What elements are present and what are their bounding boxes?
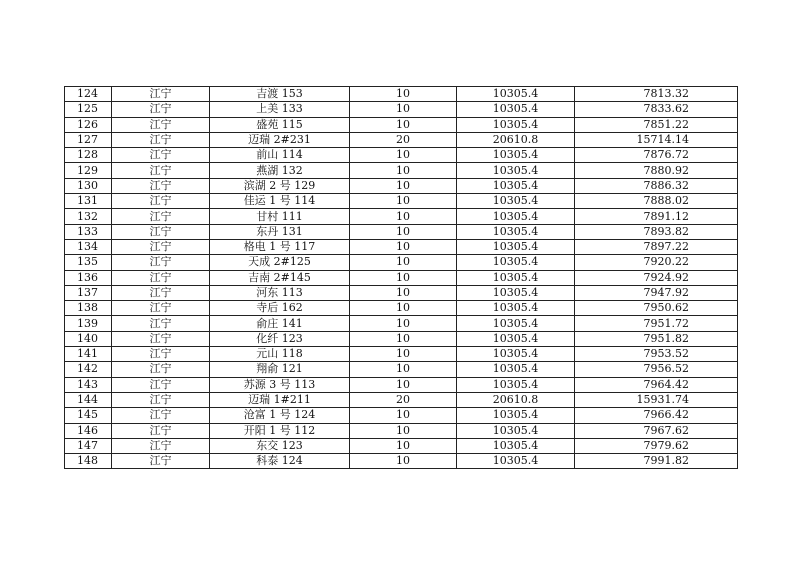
amount-cell: 7956.52 xyxy=(575,362,738,377)
price-cell: 20610.8 xyxy=(457,132,575,147)
row-number-cell: 133 xyxy=(65,224,112,239)
quantity-cell: 10 xyxy=(350,454,457,469)
station-line-cell: 燕湖 132 xyxy=(210,163,350,178)
quantity-cell: 10 xyxy=(350,331,457,346)
table-row xyxy=(65,178,738,193)
quantity-cell: 10 xyxy=(350,377,457,392)
table-row xyxy=(65,423,738,438)
amount-cell: 7979.62 xyxy=(575,438,738,453)
amount-cell: 7964.42 xyxy=(575,377,738,392)
station-line-cell: 格电 1 号 117 xyxy=(210,239,350,254)
district-cell: 江宁 xyxy=(112,194,210,209)
station-line-cell: 寺后 162 xyxy=(210,301,350,316)
station-line-cell: 滨湖 2 号 129 xyxy=(210,178,350,193)
quantity-cell: 10 xyxy=(350,301,457,316)
district-cell: 江宁 xyxy=(112,285,210,300)
table-row xyxy=(65,148,738,163)
row-number-cell: 141 xyxy=(65,347,112,362)
quantity-cell: 10 xyxy=(350,178,457,193)
quantity-cell: 20 xyxy=(350,132,457,147)
table-row xyxy=(65,285,738,300)
district-cell: 江宁 xyxy=(112,362,210,377)
quantity-cell: 10 xyxy=(350,316,457,331)
price-cell: 10305.4 xyxy=(457,224,575,239)
station-line-cell: 化纤 123 xyxy=(210,331,350,346)
row-number-cell: 146 xyxy=(65,423,112,438)
table-row xyxy=(65,255,738,270)
amount-cell: 7880.92 xyxy=(575,163,738,178)
quantity-cell: 10 xyxy=(350,148,457,163)
district-cell: 江宁 xyxy=(112,301,210,316)
data-table xyxy=(64,86,738,469)
station-line-cell: 苏源 3 号 113 xyxy=(210,377,350,392)
row-number-cell: 145 xyxy=(65,408,112,423)
price-cell: 10305.4 xyxy=(457,377,575,392)
station-line-cell: 盛苑 115 xyxy=(210,117,350,132)
price-cell: 10305.4 xyxy=(457,102,575,117)
station-line-cell: 科泰 124 xyxy=(210,454,350,469)
row-number-cell: 132 xyxy=(65,209,112,224)
row-number-cell: 140 xyxy=(65,331,112,346)
amount-cell: 7951.82 xyxy=(575,331,738,346)
row-number-cell: 135 xyxy=(65,255,112,270)
quantity-cell: 10 xyxy=(350,102,457,117)
district-cell: 江宁 xyxy=(112,102,210,117)
district-cell: 江宁 xyxy=(112,331,210,346)
row-number-cell: 143 xyxy=(65,377,112,392)
table-row xyxy=(65,117,738,132)
quantity-cell: 20 xyxy=(350,392,457,407)
row-number-cell: 142 xyxy=(65,362,112,377)
row-number-cell: 144 xyxy=(65,392,112,407)
table-row xyxy=(65,163,738,178)
district-cell: 江宁 xyxy=(112,347,210,362)
district-cell: 江宁 xyxy=(112,408,210,423)
price-cell: 10305.4 xyxy=(457,194,575,209)
table-row xyxy=(65,362,738,377)
row-number-cell: 139 xyxy=(65,316,112,331)
quantity-cell: 10 xyxy=(350,117,457,132)
quantity-cell: 10 xyxy=(350,255,457,270)
price-cell: 10305.4 xyxy=(457,316,575,331)
price-cell: 10305.4 xyxy=(457,331,575,346)
station-line-cell: 河东 113 xyxy=(210,285,350,300)
price-cell: 10305.4 xyxy=(457,454,575,469)
price-cell: 10305.4 xyxy=(457,438,575,453)
district-cell: 江宁 xyxy=(112,117,210,132)
district-cell: 江宁 xyxy=(112,377,210,392)
row-number-cell: 125 xyxy=(65,102,112,117)
district-cell: 江宁 xyxy=(112,87,210,102)
price-cell: 10305.4 xyxy=(457,347,575,362)
table-row xyxy=(65,408,738,423)
amount-cell: 7851.22 xyxy=(575,117,738,132)
row-number-cell: 127 xyxy=(65,132,112,147)
quantity-cell: 10 xyxy=(350,194,457,209)
table-row xyxy=(65,454,738,469)
amount-cell: 7951.72 xyxy=(575,316,738,331)
price-cell: 10305.4 xyxy=(457,285,575,300)
price-cell: 10305.4 xyxy=(457,408,575,423)
station-line-cell: 上美 133 xyxy=(210,102,350,117)
district-cell: 江宁 xyxy=(112,423,210,438)
table-row xyxy=(65,301,738,316)
station-line-cell: 迈瑞 2#231 xyxy=(210,132,350,147)
station-line-cell: 元山 118 xyxy=(210,347,350,362)
table-row xyxy=(65,209,738,224)
table-row xyxy=(65,377,738,392)
district-cell: 江宁 xyxy=(112,148,210,163)
district-cell: 江宁 xyxy=(112,316,210,331)
row-number-cell: 129 xyxy=(65,163,112,178)
amount-cell: 7876.72 xyxy=(575,148,738,163)
amount-cell: 7893.82 xyxy=(575,224,738,239)
quantity-cell: 10 xyxy=(350,438,457,453)
table-row xyxy=(65,102,738,117)
price-cell: 10305.4 xyxy=(457,117,575,132)
district-cell: 江宁 xyxy=(112,438,210,453)
row-number-cell: 124 xyxy=(65,87,112,102)
district-cell: 江宁 xyxy=(112,392,210,407)
table-row xyxy=(65,239,738,254)
station-line-cell: 东交 123 xyxy=(210,438,350,453)
table-row xyxy=(65,132,738,147)
district-cell: 江宁 xyxy=(112,239,210,254)
district-cell: 江宁 xyxy=(112,255,210,270)
amount-cell: 7991.82 xyxy=(575,454,738,469)
amount-cell: 15714.14 xyxy=(575,132,738,147)
table-row xyxy=(65,392,738,407)
quantity-cell: 10 xyxy=(350,163,457,178)
table-row xyxy=(65,194,738,209)
row-number-cell: 148 xyxy=(65,454,112,469)
row-number-cell: 131 xyxy=(65,194,112,209)
row-number-cell: 137 xyxy=(65,285,112,300)
district-cell: 江宁 xyxy=(112,178,210,193)
quantity-cell: 10 xyxy=(350,209,457,224)
price-cell: 10305.4 xyxy=(457,255,575,270)
station-line-cell: 东丹 131 xyxy=(210,224,350,239)
quantity-cell: 10 xyxy=(350,87,457,102)
quantity-cell: 10 xyxy=(350,347,457,362)
amount-cell: 7924.92 xyxy=(575,270,738,285)
table-row xyxy=(65,331,738,346)
station-line-cell: 佳运 1 号 114 xyxy=(210,194,350,209)
table-row xyxy=(65,270,738,285)
quantity-cell: 10 xyxy=(350,423,457,438)
station-line-cell: 天成 2#125 xyxy=(210,255,350,270)
station-line-cell: 吉南 2#145 xyxy=(210,270,350,285)
station-line-cell: 前山 114 xyxy=(210,148,350,163)
price-cell: 10305.4 xyxy=(457,362,575,377)
row-number-cell: 138 xyxy=(65,301,112,316)
price-cell: 10305.4 xyxy=(457,423,575,438)
price-cell: 10305.4 xyxy=(457,148,575,163)
price-cell: 10305.4 xyxy=(457,209,575,224)
amount-cell: 7813.32 xyxy=(575,87,738,102)
station-line-cell: 吉渡 153 xyxy=(210,87,350,102)
district-cell: 江宁 xyxy=(112,163,210,178)
table-row xyxy=(65,224,738,239)
price-cell: 20610.8 xyxy=(457,392,575,407)
price-cell: 10305.4 xyxy=(457,270,575,285)
table-row xyxy=(65,347,738,362)
station-line-cell: 开阳 1 号 112 xyxy=(210,423,350,438)
district-cell: 江宁 xyxy=(112,132,210,147)
district-cell: 江宁 xyxy=(112,454,210,469)
quantity-cell: 10 xyxy=(350,285,457,300)
amount-cell: 7888.02 xyxy=(575,194,738,209)
station-line-cell: 沧富 1 号 124 xyxy=(210,408,350,423)
amount-cell: 7967.62 xyxy=(575,423,738,438)
amount-cell: 7953.52 xyxy=(575,347,738,362)
row-number-cell: 147 xyxy=(65,438,112,453)
row-number-cell: 128 xyxy=(65,148,112,163)
amount-cell: 15931.74 xyxy=(575,392,738,407)
row-number-cell: 126 xyxy=(65,117,112,132)
amount-cell: 7886.32 xyxy=(575,178,738,193)
table-body xyxy=(65,87,738,469)
station-line-cell: 俞庄 141 xyxy=(210,316,350,331)
amount-cell: 7920.22 xyxy=(575,255,738,270)
row-number-cell: 136 xyxy=(65,270,112,285)
quantity-cell: 10 xyxy=(350,408,457,423)
price-cell: 10305.4 xyxy=(457,301,575,316)
district-cell: 江宁 xyxy=(112,209,210,224)
row-number-cell: 134 xyxy=(65,239,112,254)
amount-cell: 7966.42 xyxy=(575,408,738,423)
station-line-cell: 迈瑞 1#211 xyxy=(210,392,350,407)
amount-cell: 7947.92 xyxy=(575,285,738,300)
price-cell: 10305.4 xyxy=(457,178,575,193)
station-line-cell: 甘村 111 xyxy=(210,209,350,224)
amount-cell: 7897.22 xyxy=(575,239,738,254)
station-line-cell: 翔俞 121 xyxy=(210,362,350,377)
price-cell: 10305.4 xyxy=(457,87,575,102)
amount-cell: 7833.62 xyxy=(575,102,738,117)
amount-cell: 7891.12 xyxy=(575,209,738,224)
quantity-cell: 10 xyxy=(350,224,457,239)
quantity-cell: 10 xyxy=(350,239,457,254)
price-cell: 10305.4 xyxy=(457,239,575,254)
quantity-cell: 10 xyxy=(350,362,457,377)
table-row xyxy=(65,87,738,102)
price-cell: 10305.4 xyxy=(457,163,575,178)
table-row xyxy=(65,438,738,453)
amount-cell: 7950.62 xyxy=(575,301,738,316)
row-number-cell: 130 xyxy=(65,178,112,193)
district-cell: 江宁 xyxy=(112,270,210,285)
district-cell: 江宁 xyxy=(112,224,210,239)
table-row xyxy=(65,316,738,331)
quantity-cell: 10 xyxy=(350,270,457,285)
